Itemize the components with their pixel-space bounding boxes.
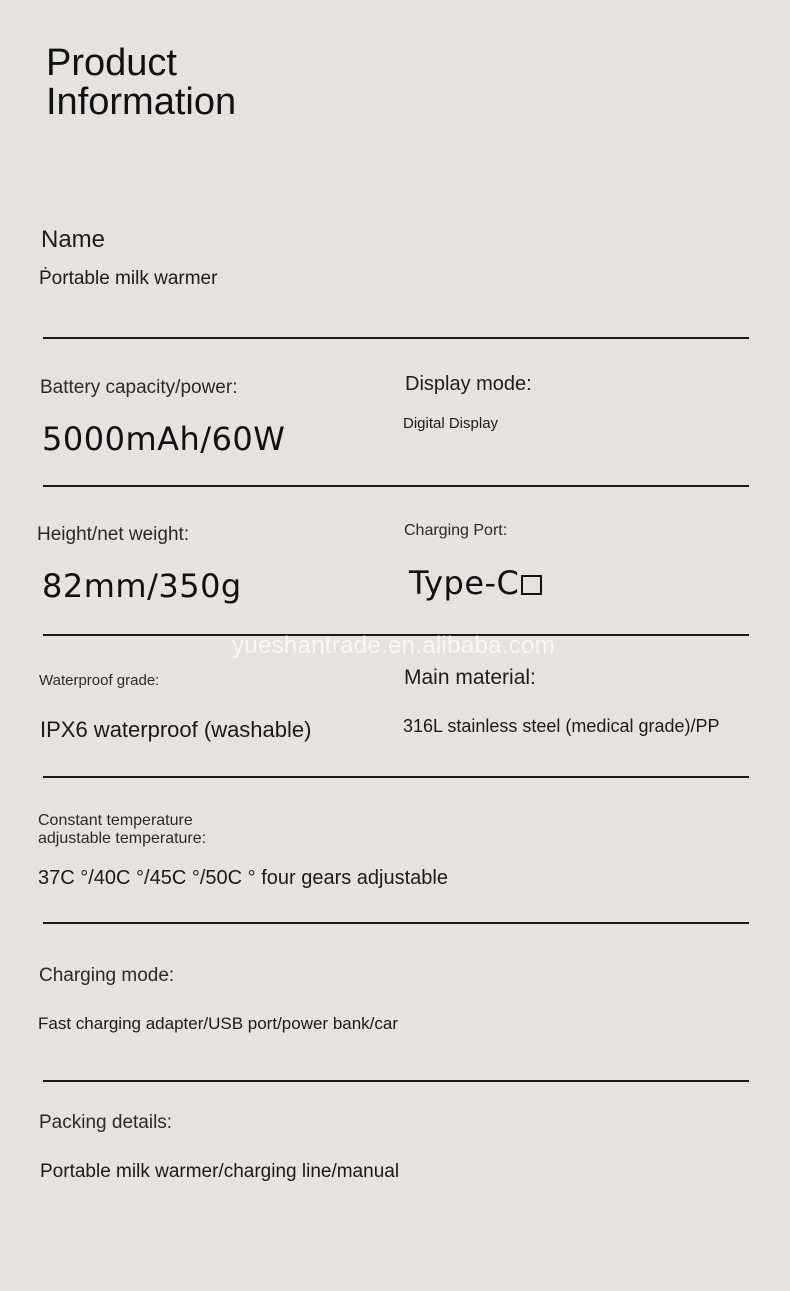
temperature-value: 37C °/40C °/45C °/50C ° four gears adjustable	[38, 867, 448, 889]
material-value: 316L stainless steel (medical grade)/PP	[403, 716, 720, 736]
waterproof-label: Waterproof grade:	[39, 672, 160, 689]
height-value: 82mm/350g	[42, 567, 242, 605]
watermark: yueshantrade.en.alibaba.com	[232, 632, 555, 659]
usb-c-port-icon	[521, 575, 542, 595]
display-label: Display mode:	[405, 373, 532, 395]
name-label: Name	[41, 226, 106, 253]
waterproof-value: IPX6 waterproof (washable)	[40, 717, 312, 742]
battery-value: 5000mAh/60W	[42, 420, 286, 458]
packing-label: Packing details:	[39, 1112, 173, 1133]
divider	[43, 1080, 749, 1082]
charging-mode-label: Charging mode:	[39, 965, 175, 986]
packing-value: Portable milk warmer/charging line/manual	[40, 1161, 400, 1182]
charging-mode-value: Fast charging adapter/USB port/power bank/car	[38, 1014, 399, 1033]
display-value: Digital Display	[403, 415, 499, 432]
divider	[43, 776, 749, 778]
divider	[43, 337, 749, 339]
port-value	[409, 564, 542, 602]
divider	[43, 485, 749, 487]
port-label: Charging Port:	[404, 522, 508, 539]
port-value-text: Type-C	[409, 564, 520, 602]
height-label: Height/net weight:	[37, 524, 190, 545]
material-label: Main material:	[404, 666, 536, 689]
battery-label: Battery capacity/power:	[40, 377, 238, 398]
temperature-label: Constant temperature adjustable temperature:	[38, 812, 207, 847]
name-value: Ṗortable milk warmer	[39, 268, 218, 289]
divider	[43, 922, 749, 924]
page-title: Product Information	[46, 42, 237, 123]
